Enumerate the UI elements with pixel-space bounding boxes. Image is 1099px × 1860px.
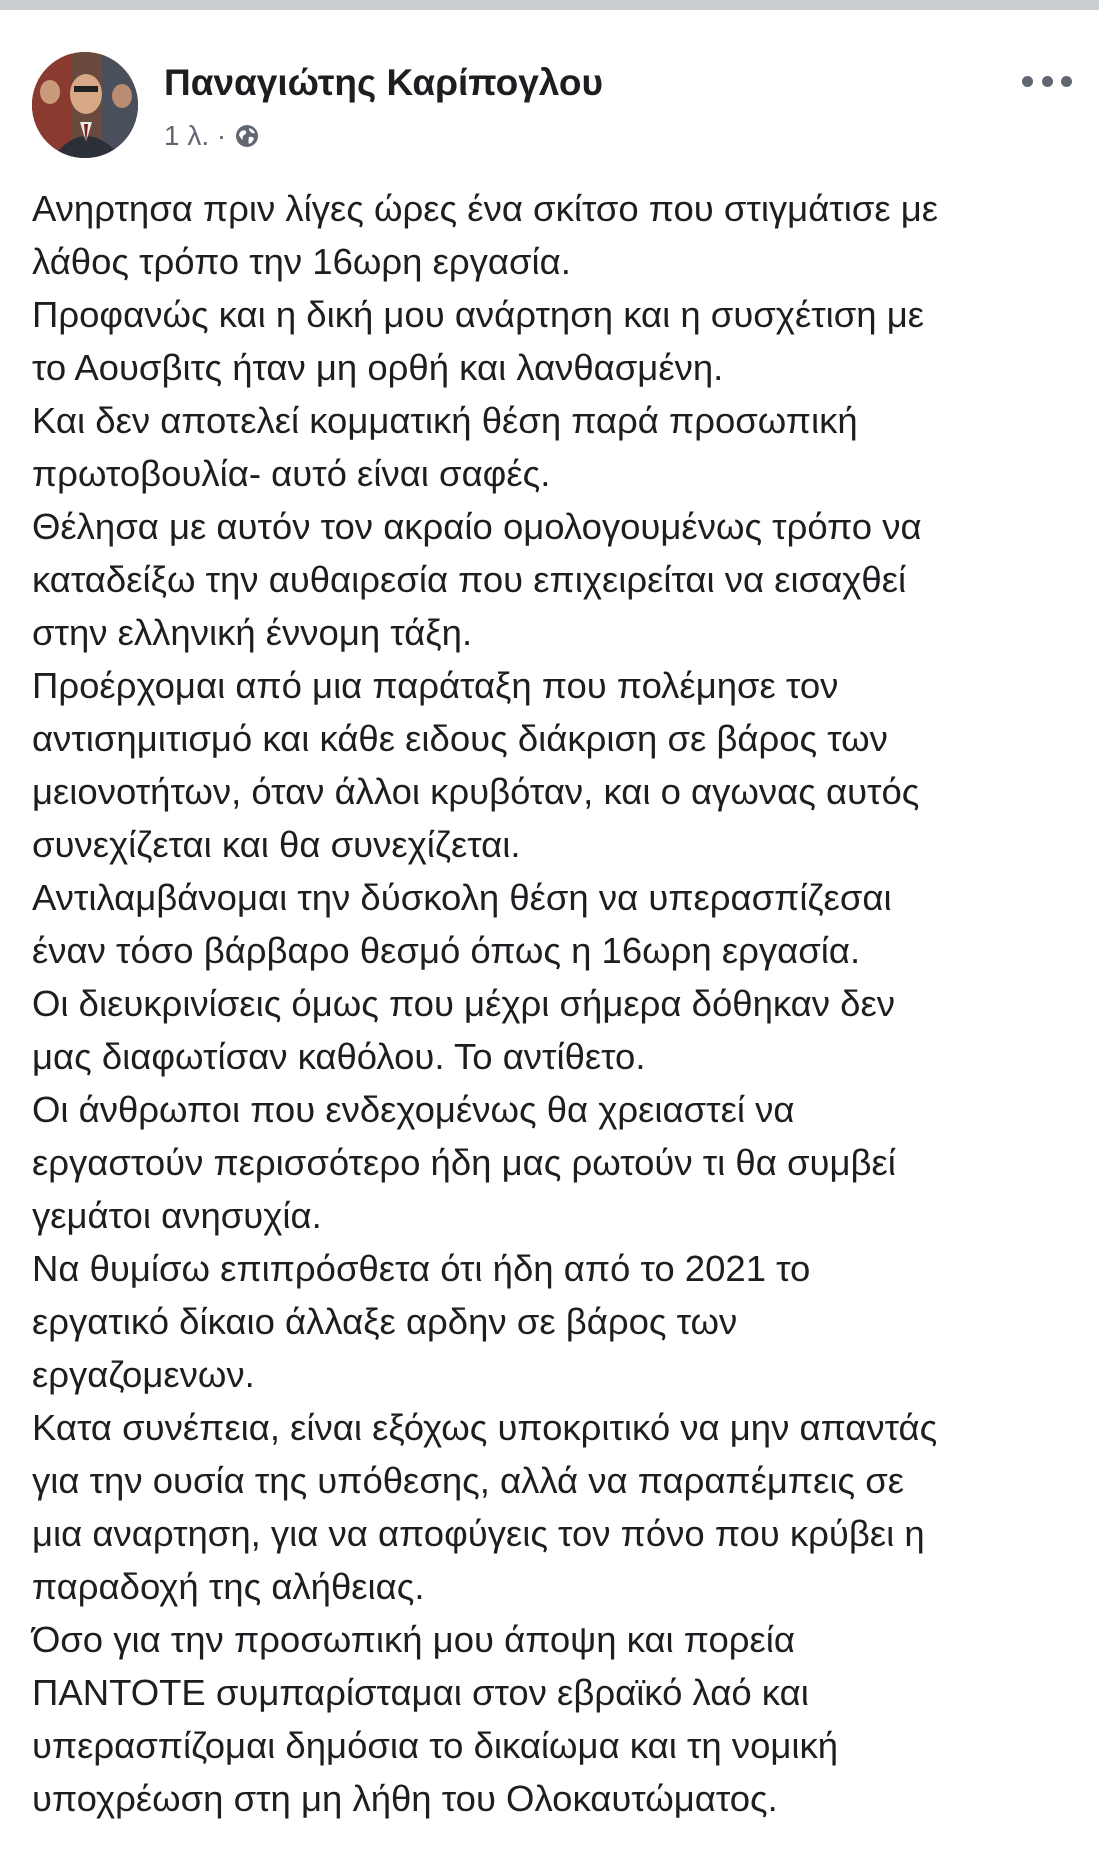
post-line: το Αουσβιτς ήταν μη ορθή και λανθασμένη. [32,347,724,388]
post-body [32,182,1072,1825]
post-line: παραδοχή της αλήθειας. [32,1566,425,1607]
author-avatar[interactable] [32,52,138,158]
post-line: πρωτοβουλία- αυτό είναι σαφές. [32,453,551,494]
post-line: καταδείξω την αυθαιρεσία που επιχειρείται να εισαχθεί [32,559,907,600]
post-line: στην ελληνική έννομη τάξη. [32,612,473,653]
post-line: μια αναρτηση, για να αποφύγεις τον πόνο που κρύβει η [32,1513,925,1554]
post-line: λάθος τρόπο την 16ωρη εργασία. [32,241,571,282]
author-name[interactable]: Παναγιώτης Καρίπογλου [164,62,604,103]
more-dot-icon [1042,76,1053,87]
post-line: Οι διευκρινίσεις όμως που μέχρι σήμερα δόθηκαν δεν [32,983,896,1024]
profile-photo-icon [32,52,138,158]
post-line: Θέλησα με αυτόν τον ακραίο ομολογουμένως τρόπο να [32,506,922,547]
post-line: αντισημιτισμό και κάθε ειδους διάκριση σε βάρος των [32,718,888,759]
top-divider [0,0,1099,10]
post-line: εργαζομενων. [32,1354,255,1395]
post-line: Όσο για την προσωπική μου άποψη και πορεία [32,1619,796,1660]
globe-icon[interactable] [234,123,260,149]
post-line: εργατικό δίκαιο άλλαξε αρδην σε βάρος των [32,1301,738,1342]
post-line: υπερασπίζομαι δημόσια το δικαίωμα και τη νομική [32,1725,839,1766]
more-dot-icon [1022,76,1033,87]
post-line: μας διαφωτίσαν καθόλου. Το αντίθετο. [32,1036,646,1077]
post-line: για την ουσία της υπόθεσης, αλλά να παραπέμπεις σε [32,1460,905,1501]
post-meta [164,120,260,152]
post-line: Και δεν αποτελεί κομματική θέση παρά προσωπική [32,400,858,441]
post-timestamp[interactable]: 1 λ. · [164,120,227,151]
more-dot-icon [1061,76,1072,87]
post-line: εργαστούν περισσότερο ήδη μας ρωτούν τι θα συμβεί [32,1142,896,1183]
post-line: Προέρχομαι από μια παράταξη που πολέμησε τον [32,665,839,706]
post-line: γεμάτοι ανησυχία. [32,1195,322,1236]
post-line: Να θυμίσω επιπρόσθετα ότι ήδη από το 2021 το [32,1248,811,1289]
post-line: ΠΑΝΤΟΤΕ συμπαρίσταμαι στον εβραϊκό λαό και [32,1672,809,1713]
facebook-post [0,10,1099,1860]
post-line: Οι άνθρωποι που ενδεχομένως θα χρειαστεί να [32,1089,795,1130]
post-line: Αντιλαμβάνομαι την δύσκολη θέση να υπερασπίζεσαι [32,877,892,918]
post-line: υποχρέωση στη μη λήθη του Ολοκαυτώματος. [32,1778,778,1819]
post-line: Κατα συνέπεια, είναι εξόχως υποκριτικό να μην απαντάς [32,1407,938,1448]
post-header [32,42,1072,152]
post-line: Προφανώς και η δική μου ανάρτηση και η συσχέτιση με [32,294,925,335]
post-line: Ανηρτησα πριν λίγες ώρες ένα σκίτσο που στιγμάτισε με [32,188,939,229]
more-options-button[interactable] [1022,66,1072,96]
post-line: συνεχίζεται και θα συνεχίζεται. [32,824,521,865]
post-line: μειονοτήτων, όταν άλλοι κρυβόταν, και ο αγωνας αυτός [32,771,920,812]
post-line: έναν τόσο βάρβαρο θεσμό όπως η 16ωρη εργασία. [32,930,861,971]
